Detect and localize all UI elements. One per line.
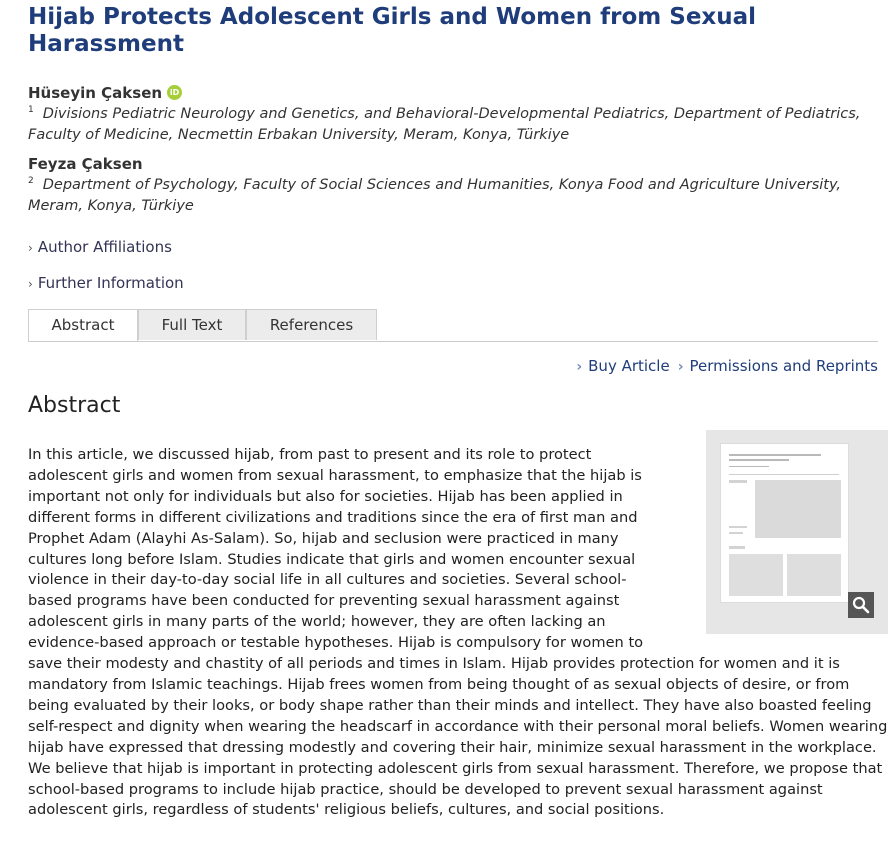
author-name-text: Feyza Çaksen — [28, 155, 143, 173]
chevron-right-icon: › — [28, 277, 33, 291]
author-affiliations-toggle[interactable] — [28, 238, 172, 256]
further-information-toggle[interactable] — [28, 274, 184, 292]
affiliation-text: Department of Psychology, Faculty of Social Sciences and Humanities, Konya Food and Agriculture University, Meram, Konya, Türkiye — [28, 177, 842, 214]
chevron-right-icon: › — [576, 359, 583, 375]
toggle-label: Author Affiliations — [37, 238, 172, 256]
chevron-right-icon: › — [677, 359, 684, 375]
magnifier-icon — [852, 596, 870, 614]
permissions-reprints-link[interactable]: Permissions and Reprints — [689, 357, 878, 375]
orcid-icon[interactable]: iD — [167, 85, 182, 100]
affiliation-number: 2 — [28, 176, 34, 186]
abstract-heading: Abstract — [28, 393, 121, 418]
buy-article-link[interactable]: Buy Article — [588, 357, 670, 375]
article-preview-page — [720, 443, 849, 603]
author-name[interactable] — [28, 155, 143, 173]
author-name[interactable] — [28, 84, 182, 102]
abstract-text: In this article, we discussed hijab, from past to present and its role to protect adolescent girls and women from sexual harassment, to emphasize that the hijab is important not only for individuals but also for societies. Hijab has been applied in different forms in different civilizations and traditions since the era of first man and Prophet Adam (Alayhi As-Salam). So, hijab and seclusion were practiced in many cultures long before Islam. Studies indicate that girls and women encounter sexual violence in their day-to-day social life in all cultures and societies. Several school-based programs have been conducted for preventing sexual harassment against adolescent girls in many parts of the world; however, they are often lacking an evidence-based approach or testable hypotheses. Hijab is compulsory for women to save their modesty and chastity of all periods and times in Islam. Hijab provides protection for women and it is mandatory from Islamic teachings. Hijab frees women from being thought of as sexual objects of desire, or from being evaluated by their looks, or body shape rather than their minds and intellect. They have also boasted feeling self-respect and dignity when wearing the headscarf in accordance with their personal moral beliefs. Women wearing hijab have expressed that dressing modestly and covering their hair, minimize sexual harassment in the workplace. We believe that hijab is important in protecting adolescent girls from sexual harassment. Therefore, we propose that school-based programs to include hijab practice, should be developed to prevent sexual harassment against adolescent girls, regardless of students' religious beliefs, cultures, and social positions. — [28, 446, 888, 819]
tab-references[interactable]: References — [246, 309, 377, 340]
abstract-body — [28, 445, 888, 821]
article-actions — [576, 357, 878, 375]
tab-abstract[interactable]: Abstract — [28, 309, 138, 341]
author-affiliation — [28, 175, 888, 217]
affiliation-text: Divisions Pediatric Neurology and Genetics, and Behavioral-Developmental Pediatrics, Department of Pediatrics, Faculty of Medicine, Necmettin Erbakan University, Meram, Konya, Türkiye — [28, 106, 861, 143]
author-affiliation — [28, 104, 888, 146]
toggle-label: Further Information — [37, 274, 184, 292]
affiliation-number: 1 — [28, 105, 34, 115]
article-preview-thumbnail[interactable] — [706, 430, 888, 634]
zoom-button[interactable] — [848, 592, 874, 618]
tab-full-text[interactable]: Full Text — [138, 309, 246, 340]
article-title: Hijab Protects Adolescent Girls and Women from Sexual Harassment — [28, 4, 757, 57]
author-name-text: Hüseyin Çaksen — [28, 84, 163, 102]
chevron-right-icon: › — [28, 241, 33, 255]
article-tabs — [28, 309, 878, 342]
